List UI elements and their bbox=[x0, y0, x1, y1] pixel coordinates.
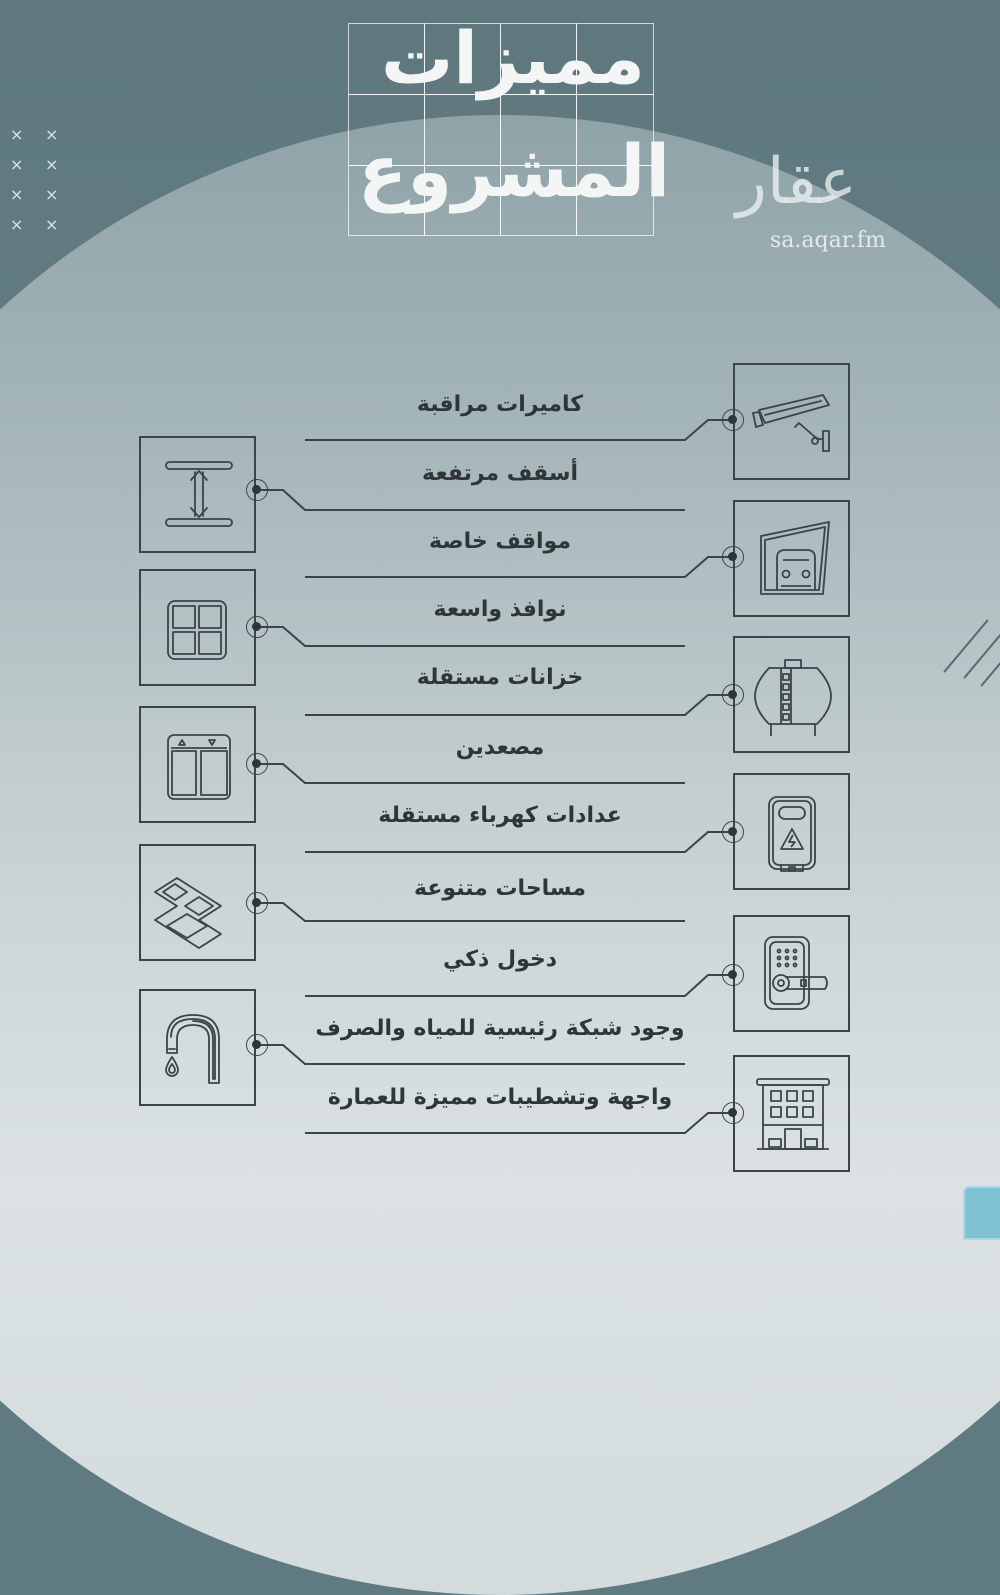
feature-label-cameras: كاميرات مراقبة bbox=[416, 392, 584, 417]
connector-dot bbox=[722, 409, 744, 431]
brand-url: sa.aqar.fm bbox=[770, 228, 886, 253]
feature-box-parking bbox=[733, 500, 850, 617]
floor-plan-icon bbox=[141, 846, 254, 959]
x-mark-icon: × bbox=[45, 215, 59, 234]
ceiling-height-icon bbox=[141, 438, 254, 551]
x-mark-icon: × bbox=[45, 125, 59, 144]
water-tank-icon bbox=[735, 638, 848, 751]
connector-dot bbox=[246, 616, 268, 638]
feature-box-water-network bbox=[139, 989, 256, 1106]
x-mark-icon: × bbox=[45, 155, 59, 174]
x-mark-icon: × bbox=[10, 125, 24, 144]
feature-box-varied-spaces bbox=[139, 844, 256, 961]
security-camera-icon bbox=[735, 365, 848, 478]
connector-dot bbox=[246, 753, 268, 775]
feature-box-facade bbox=[733, 1055, 850, 1172]
connector-dot bbox=[722, 821, 744, 843]
feature-label-water-network: وجود شبكة رئيسية للمياه والصرف bbox=[315, 1016, 685, 1041]
feature-label-high-ceilings: أسقف مرتفعة bbox=[421, 461, 579, 486]
feature-label-wide-windows: نوافذ واسعة bbox=[433, 597, 567, 622]
x-mark-icon: × bbox=[10, 185, 24, 204]
feature-box-windows bbox=[139, 569, 256, 686]
x-mark-icon: × bbox=[10, 155, 24, 174]
feature-label-smart-entry: دخول ذكي bbox=[442, 947, 558, 972]
building-facade-icon bbox=[735, 1057, 848, 1170]
connector-dot bbox=[246, 892, 268, 914]
feature-box-meters bbox=[733, 773, 850, 890]
feature-box-smart-entry bbox=[733, 915, 850, 1032]
corner-accent-tab bbox=[963, 1186, 1000, 1240]
feature-label-electric-meters: عدادات كهرباء مستقلة bbox=[378, 803, 622, 828]
connector-dot bbox=[722, 964, 744, 986]
feature-label-varied-spaces: مساحات متنوعة bbox=[414, 876, 586, 901]
window-icon bbox=[141, 571, 254, 684]
water-tap-icon bbox=[141, 991, 254, 1104]
electric-meter-icon bbox=[735, 775, 848, 888]
connector-dot bbox=[722, 684, 744, 706]
x-mark-icon: × bbox=[45, 185, 59, 204]
feature-box-elevators bbox=[139, 706, 256, 823]
page-title-line-1: مميزات bbox=[380, 16, 645, 100]
connector-dot bbox=[246, 1034, 268, 1056]
connector-dot bbox=[722, 546, 744, 568]
garage-parking-icon bbox=[735, 502, 848, 615]
smart-lock-icon bbox=[735, 917, 848, 1030]
page-title-line-2: المشروع bbox=[358, 129, 670, 213]
x-mark-icon: × bbox=[10, 215, 24, 234]
feature-label-water-tanks: خزانات مستقلة bbox=[416, 665, 584, 690]
feature-box-high-ceilings bbox=[139, 436, 256, 553]
connector-dot bbox=[246, 479, 268, 501]
aqar-logo: عقار bbox=[736, 145, 857, 219]
feature-label-elevators: مصعدين bbox=[455, 735, 545, 760]
feature-box-cameras bbox=[733, 363, 850, 480]
connector-dot bbox=[722, 1102, 744, 1124]
feature-label-facade: واجهة وتشطيبات مميزة للعمارة bbox=[327, 1085, 673, 1110]
feature-box-tanks bbox=[733, 636, 850, 753]
elevator-icon bbox=[141, 708, 254, 821]
feature-label-private-parking: مواقف خاصة bbox=[429, 529, 571, 554]
